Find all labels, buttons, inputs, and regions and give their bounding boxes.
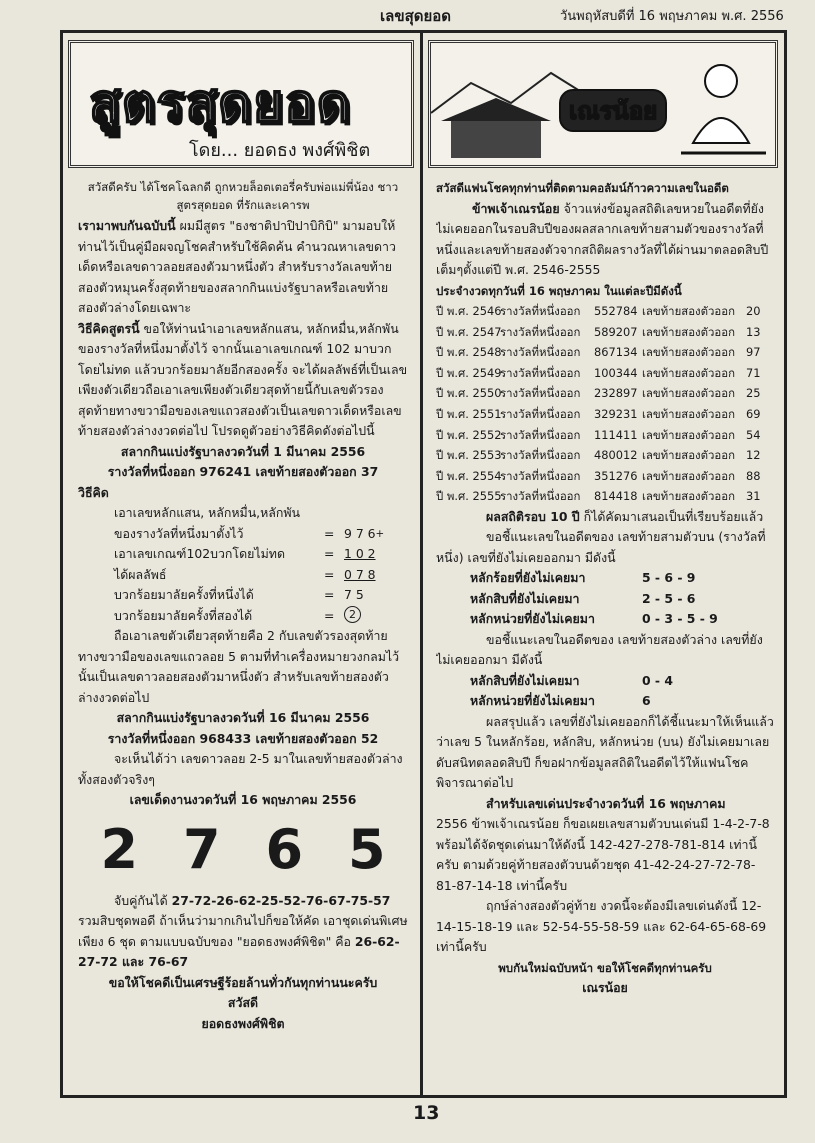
table-cell: 232897 bbox=[594, 386, 638, 401]
table-cell: เลขท้ายสองตัวออก bbox=[642, 406, 735, 421]
table-cell: 329231 bbox=[594, 406, 638, 421]
closing-line: ขอให้โชคดีเป็นเศรษฐีร้อยล้านทั่วกันทุกท่านนะครับ bbox=[108, 974, 378, 990]
lower-body: ฤกษ์ล่างสองตัวคู่ท้าย งวดนี้จะต้องมีเลขเด่นดังนี้ 12-14-15-18-19 และ 52-54-55-58-59 และ 62-64-65-68-69 เท่านี้ครับ bbox=[436, 898, 767, 955]
calc-intro: เอาเลขหลักแสน, หลักหมื่น,หลักพัน bbox=[114, 505, 300, 520]
author-sign: ยอดธงพงศ์พิชิต bbox=[201, 1015, 285, 1031]
table-cell: ปี พ.ศ. 2549 bbox=[436, 365, 502, 380]
draw2-result: รางวัลที่หนึ่งออก 968433 เลขท้ายสองตัวออก 52 bbox=[107, 730, 379, 746]
greeting: สวัสดีครับ ได้โชคโฉลกดี ถูกหวยล็อตเตอรี่ครับพ่อแม่พี่น้อง ชาวสูตรสุดยอด ที่รักและเคารพ bbox=[87, 180, 399, 212]
right-sign: เณรน้อย bbox=[582, 980, 628, 996]
big-digit: 6 bbox=[265, 818, 304, 882]
table-row bbox=[436, 363, 774, 384]
table-cell: รางวัลที่หนึ่งออก bbox=[500, 386, 581, 401]
table-cell: 97 bbox=[746, 345, 761, 360]
table-cell: 20 bbox=[746, 304, 761, 318]
table-cell: 552784 bbox=[594, 304, 638, 318]
table-cell: เลขท้ายสองตัวออก bbox=[642, 365, 735, 380]
table-row bbox=[436, 486, 774, 507]
circled-digit: 2 bbox=[344, 606, 361, 623]
calc-value: 7 5 bbox=[344, 587, 364, 602]
table-cell: 589207 bbox=[594, 324, 638, 339]
table-row bbox=[436, 445, 774, 466]
table-cell: ปี พ.ศ. 2553 bbox=[436, 448, 502, 463]
stats-text: ก็ได้คัดมาเสนอเป็นที่เรียบร้อยแล้ว bbox=[583, 508, 764, 524]
table-cell: รางวัลที่หนึ่งออก bbox=[500, 489, 581, 504]
right-heading: สวัสดีแฟนโชคทุกท่านที่ติดตามคอลัมน์ก้าวความเลขในอดีต bbox=[436, 181, 729, 195]
calc-row bbox=[114, 606, 408, 627]
list-value: 2 - 5 - 6 bbox=[642, 590, 696, 606]
table-cell: รางวัลที่หนึ่งออก bbox=[500, 406, 581, 421]
table-cell: เลขท้ายสองตัวออก bbox=[642, 386, 735, 401]
right-next-body: 2556 ข้าพเจ้าเณรน้อย ก็ขอเผยเลขสามตัวบนเด่นมี 1-4-2-7-8 พร้อมได้จัดชุดเด่นมาให้ดังนี้ 142-427-278-781-814 เท่านี้ครับ ตามด้วยคู่ท้ายสองตัวบนด้วยชุด 41-42-24-27-72-78-81-87-14-18 เท่านี้ครับ bbox=[436, 816, 770, 893]
intro-paragraph bbox=[78, 216, 408, 319]
table-row bbox=[436, 425, 774, 446]
howto-label: วิธีคิด bbox=[78, 484, 109, 500]
table-row bbox=[436, 466, 774, 487]
intro-lead: เรามาพบกันฉบับนี้ bbox=[78, 218, 176, 233]
right-column bbox=[436, 178, 774, 1093]
table-cell: ปี พ.ศ. 2554 bbox=[436, 468, 502, 483]
list-item bbox=[470, 671, 774, 692]
left-column bbox=[78, 178, 408, 1093]
table-cell: เลขท้ายสองตัวออก bbox=[642, 448, 735, 463]
list-key: หลักหน่วยที่ยังไม่เคยมา bbox=[470, 611, 595, 627]
pairs-paragraph bbox=[78, 891, 408, 973]
big-digit: 2 bbox=[100, 818, 139, 882]
list-value: 5 - 6 - 9 bbox=[642, 570, 696, 586]
intro-text: ผมมีสูตร "ธงชาติปาปิปาบิกิบิ" มามอบให้ท่านไว้เป็นคู่มือผจญโชคสำหรับใช้คิดค้น คำนวณหาเลขดาวเด็ดหรือเลขดาวลอยสองตัวมาหนึ่งตัว สำหรับรางวัลเลขท้ายสองตัวหมุนครั้งสุดท้ายของสลากกินแบ่งรัฐบาลหรือเลขท้ายสองตัวล่างโดยเฉพาะ bbox=[78, 218, 396, 315]
table-cell: 867134 bbox=[594, 345, 638, 360]
three-digit-list bbox=[436, 568, 774, 630]
calc-eq: = bbox=[324, 566, 335, 582]
calc-label: เอาเลขเกณฑ์102บวกโดยไม่ทด bbox=[114, 546, 286, 561]
table-cell: ปี พ.ศ. 2552 bbox=[436, 427, 502, 442]
pairs-tail: รวมสิบชุดพอดี ถ้าเห็นว่ามากเกินไปก็ขอให้คัด เอาชุดเด่นพิเศษเพียง 6 ชุด ตามแบบฉบับของ "ยอดธงพงศ์พิชิต" คือ bbox=[78, 913, 408, 949]
list-key: หลักร้อยที่ยังไม่เคยมา bbox=[470, 570, 586, 586]
table-cell: รางวัลที่หนึ่งออก bbox=[500, 324, 581, 339]
table-cell: เลขท้ายสองตัวออก bbox=[642, 345, 735, 360]
stats-lead: ผลสถิติรอบ 10 ปี bbox=[486, 508, 580, 524]
calc-eq: = bbox=[324, 587, 335, 602]
calc-block bbox=[78, 524, 408, 627]
two-intro: ขอชี้แนะเลขในอดีตของ เลขท้ายสองตัวล่าง เลขที่ยังไม่เคยออกมา มีดังนี้ bbox=[436, 631, 763, 668]
logo-byline: โดย... ยอดธง พงศ์พิชิต bbox=[189, 140, 371, 161]
draw1-result: รางวัลที่หนึ่งออก 976241 เลขท้ายสองตัวออก 37 bbox=[107, 464, 379, 479]
page-header bbox=[0, 0, 815, 28]
pairs-list: 27-72-26-62-25-52-76-67-75-57 bbox=[171, 892, 391, 908]
calc-value: 1 0 2 bbox=[344, 546, 376, 561]
right-intro bbox=[436, 199, 774, 281]
calc-value: 0 7 8 bbox=[344, 566, 376, 582]
list-key: หลักสิบที่ยังไม่เคยมา bbox=[470, 672, 580, 688]
table-row bbox=[436, 342, 774, 363]
three-intro: ขอชี้แนะเลขในอดีตของ เลขท้ายสามตัวบน (รางวัลที่หนึ่ง) เลขที่ยังไม่เคยออกมา มีดังนี้ bbox=[436, 529, 766, 565]
right-next-title: สำหรับเลขเด่นประจำงวดวันที่ 16 พฤษภาคม bbox=[486, 795, 726, 811]
table-cell: เลขท้ายสองตัวออก bbox=[642, 489, 735, 504]
list-key: หลักสิบที่ยังไม่เคยมา bbox=[470, 590, 580, 606]
list-item bbox=[470, 609, 774, 630]
list-item bbox=[470, 568, 774, 589]
table-cell: รางวัลที่หนึ่งออก bbox=[500, 365, 581, 380]
summary-paragraph: ผลสรุปแล้ว เลขที่ยังไม่เคยออกก็ได้ชี้แนะมาให้เห็นแล้วว่าเลข 5 ในหลักร้อย, หลักสิบ, หลักหน่วย (บน) ยังไม่เคยมาเลย ดับสนิทตลอดสิบปี ก็ขอฝากข้อมูลสถิติในอดีตไว้ให้แฟนโชคพิจารณาต่อไป bbox=[436, 713, 774, 791]
table-cell: รางวัลที่หนึ่งออก bbox=[500, 448, 581, 463]
calc-row bbox=[114, 524, 408, 545]
table-cell: 12 bbox=[746, 448, 761, 463]
column-logo-left bbox=[68, 40, 414, 168]
table-cell: ปี พ.ศ. 2548 bbox=[436, 345, 502, 360]
list-item bbox=[470, 589, 774, 610]
calc-label: ของรางวัลที่หนึ่งมาตั้งไว้ bbox=[114, 525, 244, 541]
table-row bbox=[436, 383, 774, 404]
closing-greeting: สวัสดี bbox=[227, 995, 259, 1010]
two-digit-list bbox=[436, 671, 774, 712]
issue-date: วันพฤหัสบดีที่ 16 พฤษภาคม พ.ศ. 2556 bbox=[560, 9, 784, 24]
table-cell: 100344 bbox=[594, 365, 638, 380]
art-title: เณรน้อย bbox=[559, 89, 667, 132]
draw2-note: จะเห็นได้ว่า เลขดาวลอย 2-5 มาในเลขท้ายสองตัวล่างทั้งสองตัวจริงๆ bbox=[78, 751, 403, 787]
list-value: 0 - 4 bbox=[642, 672, 674, 688]
calc-row bbox=[114, 565, 408, 586]
right-intro-lead: ข้าพเจ้าเณรน้อย bbox=[472, 200, 560, 216]
special-pairs: 26-62-27-72 และ 76-67 bbox=[78, 933, 400, 969]
method-text: ขอให้ท่านนำเอาเลขหลักแสน, หลักหมื่น,หลักพันของรางวัลที่หนึ่งมาตั้งไว้ จากนั้นเอาเลขเกณฑ์ 102 มาบวกโดยไม่ทด แล้วบวกร้อยมาลัยอีกสองครั้ง จะได้ผลลัพธ์ที่เป็นเลขเพียงตัวเดียวถือเอาเลขเพียงตัวเดียวสุดท้ายนี้กับเลขตัวรองสุดท้ายทางขวามือของเลขแถวสองตัวเป็นเลขดาวเด็ดหรือเลขท้ายสองตัวล่างงวดต่อไป โปรดดูตัวอย่างวิธีคิดดังต่อไปนี้ bbox=[78, 320, 408, 438]
column-divider bbox=[420, 30, 423, 1098]
explain-paragraph: ถือเอาเลขตัวเดียวสุดท้ายคือ 2 กับเลขตัวรองสุดท้ายทางขวามือของเลขแถวลอย 5 ตามที่ทำเครื่องหมายวงกลมไว้นั้นเป็นเลขดาวลอยสองตัวมาหนึ่งตัว สำหรับเลขท้ายสองตัวล่างงวดต่อไป bbox=[78, 628, 400, 705]
stats-paragraph bbox=[436, 507, 774, 528]
big-digit: 5 bbox=[347, 818, 386, 882]
table-cell: ปี พ.ศ. 2547 bbox=[436, 324, 502, 339]
big-digit: 7 bbox=[182, 818, 221, 882]
table-cell: รางวัลที่หนึ่งออก bbox=[500, 468, 581, 483]
table-cell: เลขท้ายสองตัวออก bbox=[642, 304, 735, 318]
calc-value: 9 7 6 bbox=[344, 525, 376, 541]
calc-eq: = bbox=[324, 525, 335, 541]
table-cell: 71 bbox=[746, 365, 761, 380]
table-cell: 25 bbox=[746, 386, 761, 401]
table-cell: รางวัลที่หนึ่งออก bbox=[500, 304, 581, 318]
table-cell: เลขท้ายสองตัวออก bbox=[642, 427, 735, 442]
calc-eq: = bbox=[324, 607, 335, 623]
table-cell: 111411 bbox=[594, 427, 638, 442]
right-closing: พบกันใหม่ฉบับหน้า ขอให้โชคดีทุกท่านครับ bbox=[498, 960, 712, 975]
table-cell: เลขท้ายสองตัวออก bbox=[642, 468, 735, 483]
table-cell: 814418 bbox=[594, 489, 638, 504]
table-cell: 13 bbox=[746, 324, 761, 339]
draw2-title: สลากกินแบ่งรัฐบาลงวดวันที่ 16 มีนาคม 2556 bbox=[116, 710, 370, 725]
table-cell: 31 bbox=[746, 489, 761, 504]
plus-sign: + bbox=[375, 527, 385, 540]
list-key: หลักหน่วยที่ยังไม่เคยมา bbox=[470, 693, 595, 709]
draw1-title: สลากกินแบ่งรัฐบาลงวดวันที่ 1 มีนาคม 2556 bbox=[120, 443, 366, 459]
table-cell: 54 bbox=[746, 427, 761, 442]
table-cell: รางวัลที่หนึ่งออก bbox=[500, 427, 581, 442]
table-cell: ปี พ.ศ. 2550 bbox=[436, 386, 502, 401]
table-cell: ปี พ.ศ. 2551 bbox=[436, 406, 502, 421]
table-cell: เลขท้ายสองตัวออก bbox=[642, 324, 735, 339]
method-lead: วิธีคิดสูตรนี้ bbox=[78, 320, 140, 336]
column-logo-right bbox=[428, 40, 778, 168]
table-cell: ปี พ.ศ. 2555 bbox=[436, 489, 502, 504]
calc-row bbox=[114, 585, 408, 606]
table-row bbox=[436, 322, 774, 343]
calc-label: บวกร้อยมาลัยครั้งที่สองได้ bbox=[114, 607, 253, 623]
calc-eq: = bbox=[324, 546, 335, 561]
table-row bbox=[436, 301, 774, 322]
right-intro-text: จ้าวแห่งข้อมูลสถิติเลขหวยในอดีตที่ยังไม่เคยออกในรอบสิบปีของผลสลากเลขท้ายสามตัวของรางวัลที่หนึ่งและเลขท้ายสองตัวจากสถิติผลรางวัลที่ได้ผ่านมาตลอดสิบปีเต็มๆตั้งแต่ปี พ.ศ. 2546-2555 bbox=[436, 200, 769, 277]
next-title: เลขเด็ดงานงวดวันที่ 16 พฤษภาคม 2556 bbox=[129, 792, 357, 807]
page-number: 13 bbox=[413, 1102, 440, 1124]
table-title: ประจำงวดทุกวันที่ 16 พฤษภาคม ในแต่ละปีมีดังนี้ bbox=[436, 283, 682, 298]
table-cell: รางวัลที่หนึ่งออก bbox=[500, 345, 581, 360]
table-cell: 69 bbox=[746, 406, 761, 421]
table-cell: 480012 bbox=[594, 448, 638, 463]
table-row bbox=[436, 404, 774, 425]
calc-label: บวกร้อยมาลัยครั้งที่หนึ่งได้ bbox=[114, 587, 254, 602]
big-digits bbox=[78, 811, 408, 891]
results-table bbox=[436, 301, 774, 507]
list-value: 0 - 3 - 5 - 9 bbox=[642, 611, 718, 627]
list-value: 6 bbox=[642, 693, 651, 709]
calc-row bbox=[114, 544, 408, 565]
table-cell: 351276 bbox=[594, 468, 638, 483]
method-paragraph bbox=[78, 319, 408, 442]
list-item bbox=[470, 691, 774, 712]
pairs-lead: จับคู่กันได้ bbox=[114, 892, 168, 908]
table-cell: 88 bbox=[746, 468, 761, 483]
calc-label: ได้ผลลัพธ์ bbox=[114, 566, 167, 582]
table-cell: ปี พ.ศ. 2546 bbox=[436, 304, 502, 318]
logo-title: สูตรสุดยอด bbox=[89, 73, 352, 134]
publication-name: เลขสุดยอด bbox=[380, 7, 452, 25]
